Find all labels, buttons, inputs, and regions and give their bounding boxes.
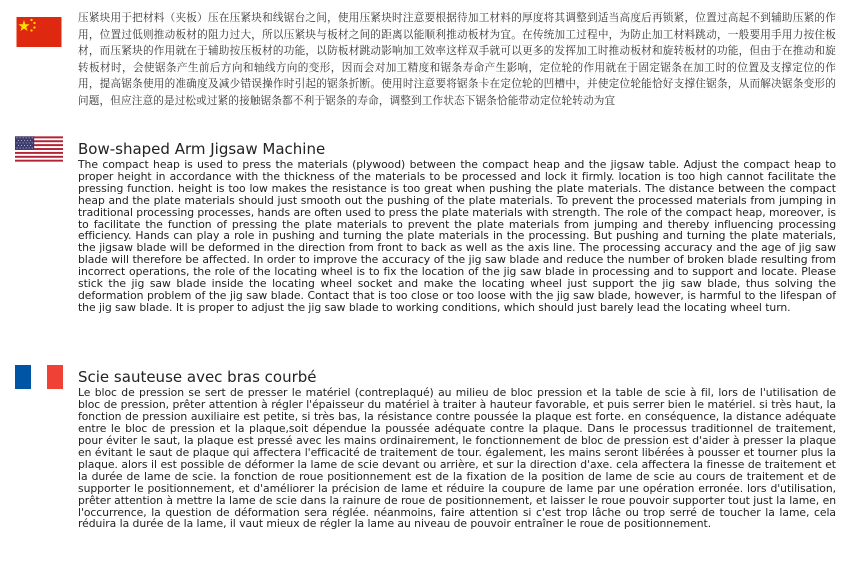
english-title: Bow-shaped Arm Jigsaw Machine: [78, 140, 326, 158]
french-title: Scie sauteuse avec bras courbé: [78, 368, 317, 386]
french-paragraph: Le bloc de pression se sert de presser le matériel (contreplaqué) au milieu de bloc pression et la table de scie à fil, lors de l'utilisation de bloc de pression, prêter attention à régler l'épaisseur du matériel à traiter à hauteur favorable, et puis serrer bien le matériel. si très haut, la fonction de pression auxiliaire est petite, si très bas, la résistance contre poussée la plaque est forte. en conséquence, la distance adéquate entre le bloc de pression et la plaque,soit dépendue la poussée adéquate contre la plaque. Dans le processus traditionnel de traitement, pour éviter le saut, la plaque est pressé avec les mains ordinairement, le fonctionnement de bloc de pression est d'aider à presser la plaque en évitant le saut de plaque qui affectera l'efficacité de traitement de tour. également, les mains seront libérées à pousser et tourner plus la plaque. alors il est possible de déformer la lame de scie devant ou arrière, et sur la direction d'axe. cela affectera la finesse de traitement et la durée de lame de scie. la fonction de roue positionnement est de la fixation de la position de lame de scie au cours de traitement et de supporter le positionnement, et d'améliorer la précision de lame et réduire la coupure de lame par une opération erronée. lors d'utilisation, prêter attention à mettre la lame de scie dans la rainure de roue de positionnement, et laisser le roue pouvoir supporter tout just la lame, en l'occurrence, la question de déformation sera réglée. néanmoins, faire attention si c'est trop lâche ou trop serré de toucher la lame, cela réduira la durée de la lame, il vaut mieux de régler la lame au niveau de pouvoir entraîner le roue de positionnement.: [78, 386, 836, 531]
french-section: [78, 368, 836, 530]
chinese-paragraph: 压紧块用于把材料（夹板）压在压紧块和线锯台之间，使用压紧块时注意要根据待加工材料的厚度将其调整到适当高度后再锁紧，位置过高起不到辅助压紧的作用，位置过低则推动板材的阻力过大，所以压紧块与板材之间的距离以能顺利推动板材为宜。在传统加工过程中，为防止加工材料跳动，一般要用手用力按住板材，而压紧块的作用就在于辅助按压板材的功能，以防板材跳动影响加工效率这样双手就可以更多的发挥加工时推动板材和旋转板材的功能，但由于在推动和旋转板材时，会使锯条产生前后方向和轴线方向的变形，因而会对加工精度和锯条寿命产生影响，定位轮的作用就在于固定锯条在加工时的位置及支撑定位的作用，提高锯条使用的准确度及减少错误操作时引起的锯条折断。使用时注意要将锯条卡在定位轮的凹槽中，并使定位轮能恰好支撑住锯条，从而解决锯条变形的问题，但应注意的是过松或过紧的接触锯条都不利于锯条的寿命，调整到工作状态下锯条恰能带动定位轮转动为宜: [78, 12, 836, 107]
france-flag-icon: [15, 365, 63, 389]
english-section: [78, 140, 836, 314]
usa-flag-icon: [15, 136, 63, 162]
chinese-description: [78, 10, 836, 110]
china-flag-icon: [15, 17, 63, 47]
english-paragraph: The compact heap is used to press the materials (plywood) between the compact heap and the jigsaw table. Adjust the compact heap to proper height in accordance with the thickness of the materials to be processed and lock it firmly. location is too high cannot facilitate the pressing function. height is too low makes the resistance is too great when pushing the plate materials. The distance between the compact heap and the plate materials should just smooth out the pushing of the plate materials. To prevent the processed materials from jumping in traditional processing processes, hands are often used to press the plate materials with strength. The role of the compact heap, moreover, is to facilitate the function of pressing the plate materials to prevent the plate materials from jumping and thereby influencing processing efficiency. Hands can play a role in pushing and turning the plate materials in the processing. But pushing and turning the plate materials, the jigsaw blade will be deformed in the direction from front to back as well as the axis line. The processing accuracy and the age of jig saw blade will therefore be affected. In order to improve the accuracy of the jig saw blade and reduce the number of broken blade resulting from incorrect operations, the role of the locating wheel is to fix the location of the jig saw blade in processing and to support and locate. Please stick the jig saw blade inside the locating wheel socket and make the locating wheel just support the jig saw blade, thus solving the deformation problem of the jig saw blade. Contact that is too close or too loose with the jig saw blade, however, is harmful to the lifespan of the jig saw blade. It is proper to adjust the jig saw blade to working conditions, which should just barely lead the locating wheel turn.: [78, 158, 836, 314]
